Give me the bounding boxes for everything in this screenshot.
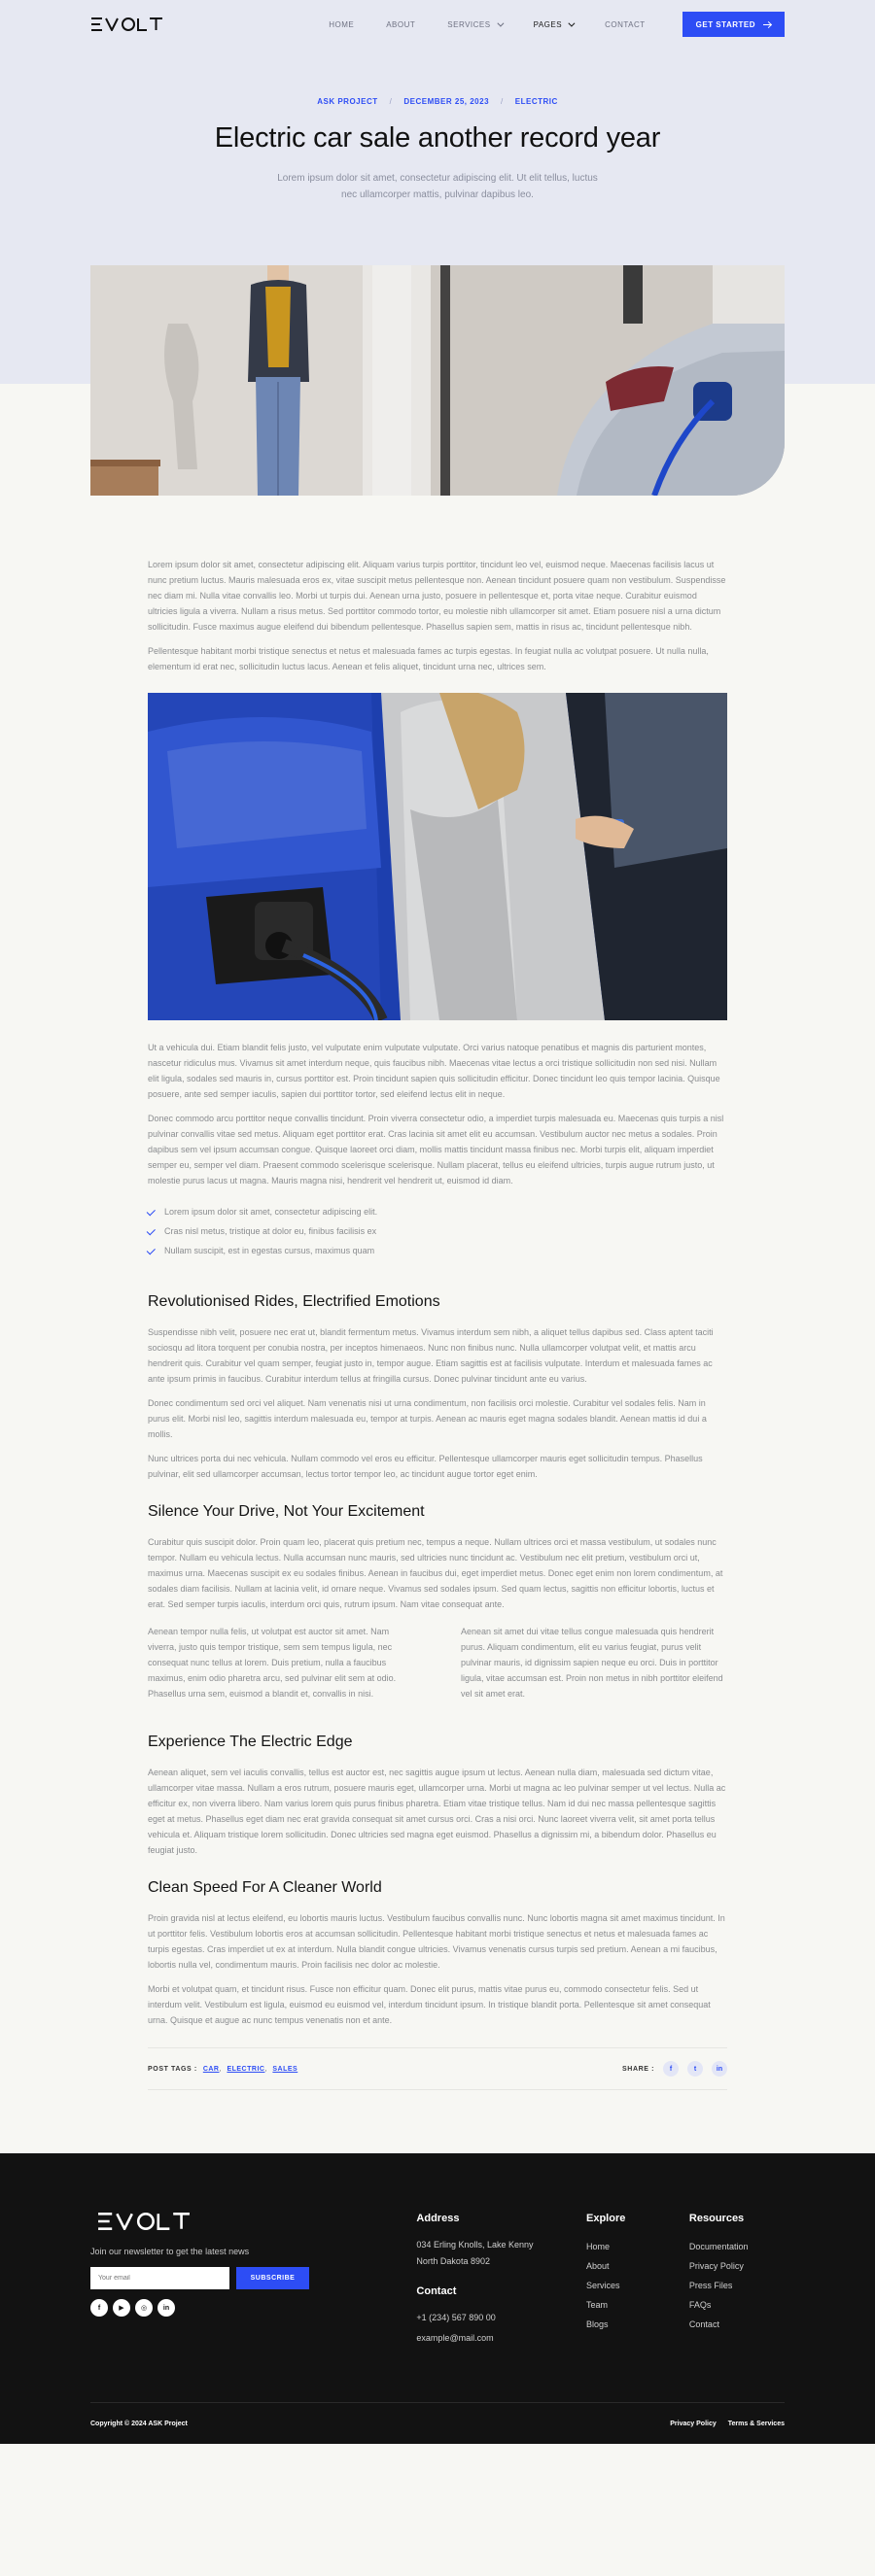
nav-about[interactable] — [386, 20, 415, 29]
resources-heading: Resources — [688, 2213, 745, 2224]
list-item-text: Cras nisl metus, tristique at dolor eu, finibus facilisis ex — [164, 1226, 377, 1236]
paragraph: Proin gravida nisl at lectus eleifend, eu lobortis mauris luctus. Vestibulum faucibus convallis nunc. Nunc lobortis magna sit amet maximus tincidunt. In ut porttitor felis. Vestibulum lobortis eros at accumsan sollicitudin. Pellentesque habitant morbi tristique senectus et netus et malesuada fames ac turpis egestas. Cras imperdiet ut ex at interdum. Nulla blandit congue ultricies. Vivamus venenatis cursus turpis sed pretium. Aenean a mi faucibus, lobortis nulla vel, condimentum mauris. Proin facilisis nec dolor ac molestie. — [148, 1913, 725, 1970]
paragraph: Curabitur quis suscipit dolor. Proin quam leo, placerat quis pretium nec, tempus a neque. Nullam ultrices orci et massa vestibulum, ut sodales nunc tempor. Nullam eu vehicula lectus. Nulla accumsan nunc mauris, sed ultricies nunc tincidunt ac. Vestibulum nec elit pretium, vestibulum orci ut, maximus urna. Maecenas suscipit ex eu sodales finibus. Aenean in faucibus dui, eget imperdiet metus. Donec eget enim non lorem condimentum, at sodales diam facilisis. Nullam at lacinia velit, id ornare neque. Vivamus sed sodales ipsum. Sed quam lectus, sagittis non efficitur lobortis, luctus et erat. Sed semper turpis iaculis, interdum orci quis, rutrum ipsum. Nam vitae consequat ante. — [148, 1537, 723, 1609]
paragraph: Ut a vehicula dui. Etiam blandit felis justo, vel vulputate enim vulputate vulputate. Orci varius natoque penatibus et magnis dis parturient montes, nascetur ridiculus mus. Vivamus sit amet interdum neque, quis faucibus nibh. Maecenas vitae lectus a orci tristique sollicitudin non sed nisi. Nullam elit ligula, sodales sed mauris in, cursus porttitor est. Proin tincidunt sapien quis sollicitudin efficitur. Donec tincidunt leo quis tempor lacinia. Quisque posuere, ante sed semper iaculis, sapien dui porttitor tortor, sed eleifend lectus elit in neque. — [148, 1043, 720, 1099]
section-heading: Clean Speed For A Cleaner World — [148, 1879, 382, 1896]
share-buttons — [622, 2061, 727, 2077]
footer-link-privacy-policy[interactable]: Privacy Policy — [688, 2261, 744, 2271]
chevron-down-icon — [497, 19, 504, 26]
meta-category[interactable]: ELECTRIC — [514, 97, 558, 106]
address-line: 034 Erling Knolls, Lake Kenny — [416, 2240, 534, 2250]
footer-resources-column — [689, 2213, 785, 2347]
footer-link-services[interactable]: Services — [586, 2281, 620, 2290]
footer-link-press-files[interactable]: Press Files — [688, 2281, 733, 2290]
tag-sales[interactable]: SALES — [272, 2065, 298, 2073]
get-started-button[interactable] — [682, 12, 785, 37]
nav-pages-label: PAGES — [533, 19, 563, 29]
paragraph: Pellentesque habitant morbi tristique senectus et netus et malesuada fames ac turpis egestas. In feugiat nulla ac volutpat posuere. Ut nulla nulla, elementum id erat nec, sollicitudin luctus lacus. Aenean et felis aliquet, tincidunt urna nec, ultrices sem. — [148, 646, 709, 671]
site-footer — [0, 2153, 875, 2444]
list-item — [148, 1202, 727, 1221]
article-image — [148, 693, 727, 1020]
list-item — [148, 1221, 727, 1241]
email-input[interactable] — [90, 2267, 229, 2289]
logo-wordmark-icon — [90, 17, 163, 31]
tag-car[interactable]: CAR — [202, 2065, 220, 2073]
main-menu — [297, 20, 645, 29]
article-body — [148, 557, 727, 2090]
arrow-right-icon — [763, 24, 771, 25]
check-icon — [147, 1226, 156, 1235]
footer-logo-icon[interactable] — [90, 2213, 197, 2230]
phone-number[interactable]: +1 (234) 567 890 00 — [416, 2313, 496, 2322]
explore-heading: Explore — [586, 2213, 626, 2224]
newsletter-tagline: Join our newsletter to get the latest news — [90, 2247, 250, 2256]
newsletter-form — [90, 2267, 416, 2289]
paragraph: Suspendisse nibh velit, posuere nec erat ut, blandit fermentum metus. Vivamus interdum sem nibh, a aliquet tellus dapibus sed. Class aptent taciti sociosqu ad litora torquent per conubia nostra, per inceptos himenaeos. Nunc non finibus nunc. Nulla ullamcorper volutpat velit, et mattis arcu hendrerit quis. Curabitur vel quam semper, feugiat justo in, tempor augue. Etiam sagittis est at facilisis vulputate. Interdum et malesuada fames ac ante ipsum primis in faucibus. Curabitur interdum tellus at fringilla cursus. Donec pulvinar tincidunt ante eu varius. — [148, 1327, 714, 1384]
list-item-text: Lorem ipsum dolor sit amet, consectetur adipiscing elit. — [164, 1207, 378, 1217]
section-heading: Silence Your Drive, Not Your Excitement — [148, 1503, 425, 1520]
article-photo-woman-charging-car — [148, 693, 727, 1020]
footer-social-icons — [90, 2299, 416, 2317]
chevron-down-icon — [568, 19, 575, 26]
page-title: Electric car sale another record year — [214, 122, 661, 154]
tag-separator: , — [219, 2065, 222, 2073]
address-line: North Dakota 8902 — [416, 2256, 490, 2266]
nav-contact[interactable] — [605, 20, 646, 29]
footer-link-blogs[interactable]: Blogs — [586, 2319, 609, 2329]
footer-link-faqs[interactable]: FAQs — [688, 2300, 712, 2310]
twitter-icon[interactable]: t — [687, 2061, 703, 2077]
copyright-text: Copyright © 2024 ASK Project — [90, 2420, 188, 2427]
paragraph: Donec commodo arcu porttitor neque convallis tincidunt. Proin viverra consectetur odio, a imperdiet turpis malesuada eu. Maecenas quis turpis a nisl pulvinar convallis vitae sed metus. Aliquam eget porttitor erat. Cras lacinia sit amet elit eu accumsan. Vestibulum auctor nec metus a sodales. Proin dapibus sem vel ipsum accumsan congue. Quisque laoreet orci diam, mollis mattis tincidunt massa finibus nec. Morbi turpis elit, aliquam imperdiet semper eu, semper vel diam. Praesent commodo scelerisque scelerisque. Nullam placerat, tellus eu eleifend ultricies, turpis augue rutrum justo, ut molestie purus lacus ut magna. Mauris magna nisi, hendrerit vel hendrerit ut, euismod id diam. — [148, 1114, 724, 1185]
post-meta — [0, 97, 875, 106]
hero-image — [90, 265, 785, 496]
nav-home-label: HOME — [329, 19, 355, 29]
address-heading: Address — [416, 2213, 460, 2224]
paragraph: Aenean aliquet, sem vel iaculis convallis, tellus est auctor est, nec sagittis augue ipsum ut lectus. Aenean nulla diam, malesuada sed dictum vitae, ullamcorper vitae massa. Nullam a eros rutrum, posuere mauris eget, ullamcorper urna. Morbi ut magna ac leo pulvinar semper ut vel lectus. Nulla ac efficitur ex, non viverra libero. Nam varius lorem quis purus finibus pharetra. Etiam vitae tristique tellus. Nam id dui nec massa pellentesque sagittis eget at metus. Phasellus eget diam nec erat gravida consequat sit amet cursus orci. Cras a nisi orci. Nunc laoreet viverra velit, sit amet porta tellus vehicula et. Aliquam tristique lorem sollicitudin. Donec ultricies sed magna eget euismod. Phasellus a dignissim mi, a bibendum dolor. Phasellus eu feugiat justo. — [148, 1768, 726, 1855]
section-heading: Experience The Electric Edge — [148, 1734, 353, 1750]
check-icon — [147, 1207, 156, 1216]
checklist — [148, 1202, 727, 1260]
tag-electric[interactable]: ELECTRIC — [227, 2065, 265, 2073]
tag-separator: , — [264, 2065, 267, 2073]
paragraph-column-left: Aenean tempor nulla felis, ut volutpat est auctor sit amet. Nam viverra, justo quis tempor tristique, sem sem tempus ligula, nec consequat nunc tellus at lorem. Duis pretium, nulla a faucibus maximus, enim odio pharetra arcu, sed pulvinar elit sem at odio. Phasellus urna sem, euismod a blandit et, convallis in nisi. — [148, 1627, 397, 1699]
footer-bottom-bar — [90, 2402, 785, 2444]
site-logo[interactable] — [90, 15, 163, 34]
footer-legal-links — [670, 2421, 785, 2427]
footer-address-column — [416, 2213, 586, 2347]
subscribe-button[interactable]: SUBSCRIBE — [236, 2267, 309, 2289]
paragraph: Lorem ipsum dolor sit amet, consectetur adipiscing elit. Aliquam varius turpis porttitor, tincidunt leo vel, euismod neque. Maecenas facilisis lacus ut nunc pretium luctus. Mauris malesuada eros ex, vitae suscipit metus pellentesque non. Aenean tincidunt posuere quam non vestibulum. Suspendisse nec diam mi. Nulla vitae convallis leo. Morbi ut turpis dui. Aenean urna justo, posuere in pellentesque et, porta vitae neque. Curabitur euismod ultricies ligula a viverra. Nullam a risus metus. Sed porttitor commodo tortor, eu molestie nibh ullamcorper sit amet. Etiam posuere nisl a urna dictum sollicitudin. Fusce maximus augue eleifend dui bibendum pellentesque. Phasellus sapien sem, mattis in risus ac, tincidunt pellentesque nibh. — [148, 560, 726, 632]
paragraph-column-right: Aenean sit amet dui vitae tellus congue malesuada quis hendrerit purus. Aliquam condimentum, elit eu varius feugiat, purus velit pulvinar mauris, id dignissim sapien neque eu orci. Duis in porttitor ligula, vitae accumsan est. Proin non metus in nibh porttitor eleifend vel sit amet erat. — [461, 1627, 723, 1699]
footer-link-contact[interactable]: Contact — [688, 2319, 719, 2329]
nav-pages[interactable] — [534, 20, 573, 29]
nav-home[interactable] — [329, 20, 354, 29]
privacy-policy-link[interactable]: Privacy Policy — [670, 2420, 717, 2427]
paragraph: Morbi et volutpat quam, et tincidunt risus. Fusce non efficitur quam. Donec elit purus, mattis vitae purus eu, commodo consectetur felis. Sed ut interdum velit. Vestibulum est ligula, euismod eu euismod vel, interdum tincidunt ipsum. In tristique blandit porta. Pellentesque sit amet consequat urna. Quisque et augue ac nunc tempus venenatis non et ante. — [148, 1984, 711, 2025]
contact-heading: Contact — [416, 2285, 457, 2297]
post-tags-share-bar — [148, 2047, 727, 2090]
meta-separator: / — [501, 97, 504, 106]
youtube-icon[interactable]: ▶ — [113, 2299, 130, 2317]
get-started-label: GET STARTED — [695, 19, 755, 29]
linkedin-icon[interactable]: in — [158, 2299, 175, 2317]
footer-link-team[interactable]: Team — [586, 2300, 609, 2310]
facebook-icon[interactable]: f — [90, 2299, 108, 2317]
meta-author[interactable]: ASK PROJECT — [317, 97, 378, 106]
nav-services-label: SERVICES — [447, 19, 491, 29]
paragraph: Donec condimentum sed orci vel aliquet. Nam venenatis nisi ut urna condimentum, non facilisis orci molestie. Curabitur vel sodales felis. Nam in purus elit. Morbi nisl leo, sagittis interdum malesuada eu, tempor at turpis. Aenean ac mauris eget magna sodales blandit. Aenean mattis id dui a mollis. — [148, 1398, 707, 1439]
check-icon — [147, 1246, 156, 1254]
hero-photo-charging-car — [90, 265, 785, 496]
nav-contact-label: CONTACT — [605, 19, 646, 29]
terms-services-link[interactable]: Terms & Services — [727, 2420, 785, 2427]
post-tags-label: POST TAGS : — [148, 2065, 197, 2073]
top-navigation — [0, 0, 875, 49]
meta-separator: / — [389, 97, 393, 106]
nav-services[interactable] — [447, 20, 501, 29]
footer-link-home[interactable]: Home — [586, 2242, 611, 2251]
footer-link-about[interactable]: About — [586, 2261, 610, 2271]
list-item-text: Nullam suscipit, est in egestas cursus, maximus quam — [164, 1246, 375, 1255]
facebook-icon[interactable]: f — [663, 2061, 679, 2077]
footer-explore-column — [586, 2213, 689, 2347]
list-item — [148, 1241, 727, 1260]
paragraph: Nunc ultrices porta dui nec vehicula. Nullam commodo vel eros eu efficitur. Pellentesque ullamcorper mauris eget sollicitudin tempus. Phasellus pulvinar, elit sed ullamcorper accumsan, lectus tortor tempor leo, ac tincidunt augue tortor eget enim. — [148, 1454, 703, 1479]
footer-newsletter — [90, 2213, 416, 2347]
section-heading: Revolutionised Rides, Electrified Emotions — [148, 1293, 440, 1310]
share-label: SHARE : — [622, 2065, 654, 2073]
email-address[interactable]: example@mail.com — [416, 2333, 494, 2343]
nav-about-label: ABOUT — [386, 19, 416, 29]
post-hero — [0, 49, 875, 203]
footer-link-documentation[interactable]: Documentation — [688, 2242, 749, 2251]
linkedin-icon[interactable]: in — [712, 2061, 727, 2077]
page-subtitle: Lorem ipsum dolor sit amet, consectetur adipiscing elit. Ut elit tellus, luctus nec ullamcorper mattis, pulvinar dapibus leo. — [277, 173, 598, 200]
instagram-icon[interactable]: ◎ — [135, 2299, 153, 2317]
meta-date: DECEMBER 25, 2023 — [403, 97, 490, 106]
two-column-text — [148, 1624, 727, 1710]
